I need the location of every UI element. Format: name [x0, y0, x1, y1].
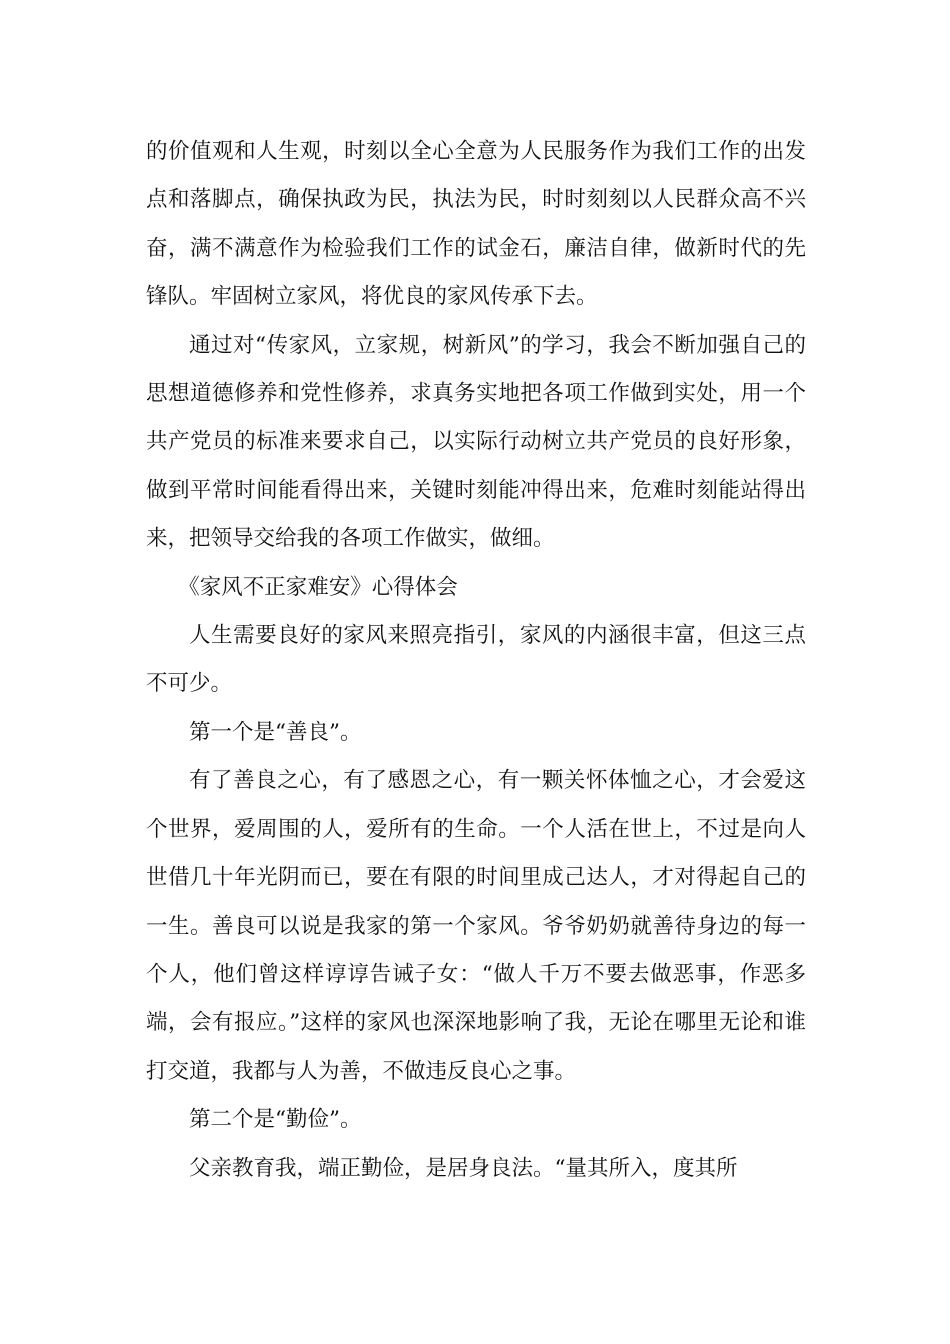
paragraph-thrift: 父亲教育我，端正勤俭，是居身良法。“量其所入，度其所	[189, 1155, 738, 1181]
paragraph-intro: 人生需要良好的家风来照亮指引，家风的内涵很丰富，但这三点不可少。	[146, 623, 806, 697]
paragraph-study-reflection: 通过对“传家风，立家规，树新风”的学习，我会不断加强自己的思想道德修养和党性修养，求真务实地把各项工作做到实处，用一个共产党员的标准来要求自己，以实际行动树立共产党员的良好形象，做到平常时间能看得出来，关键时刻能冲得出来，危难时刻能站得出来，把领导交给我的各项工作做实，做细。	[146, 332, 806, 552]
point-one-heading: 第一个是“善良”。	[189, 719, 362, 745]
paragraph-kindness: 有了善良之心，有了感恩之心，有一颗关怀体恤之心，才会爱这个世界，爱周围的人，爱所有的生命。一个人活在世上，不过是向人世借几十年光阴而已，要在有限的时间里成己达人，才对得起自己的一生。善良可以说是我家的第一个家风。爷爷奶奶就善待身边的每一个人，他们曾这样谆谆告诫子女：“做人千万不要去做恶事，作恶多端，会有报应。”这样的家风也深深地影响了我，无论在哪里无论和谁打交道，我都与人为善，不做违反良心之事。	[146, 768, 806, 1084]
paragraph-continuation: 的价值观和人生观，时刻以全心全意为人民服务作为我们工作的出发点和落脚点，确保执政为民，执法为民，时时刻刻以人民群众高不兴奋，满不满意作为检验我们工作的试金石，廉洁自律，做新时代的先锋队。牢固树立家风，将优良的家风传承下去。	[146, 139, 806, 310]
point-two-heading: 第二个是“勤俭”。	[189, 1107, 362, 1133]
document-body	[146, 128, 806, 1193]
section-title: 《家风不正家难安》心得体会	[178, 574, 458, 600]
